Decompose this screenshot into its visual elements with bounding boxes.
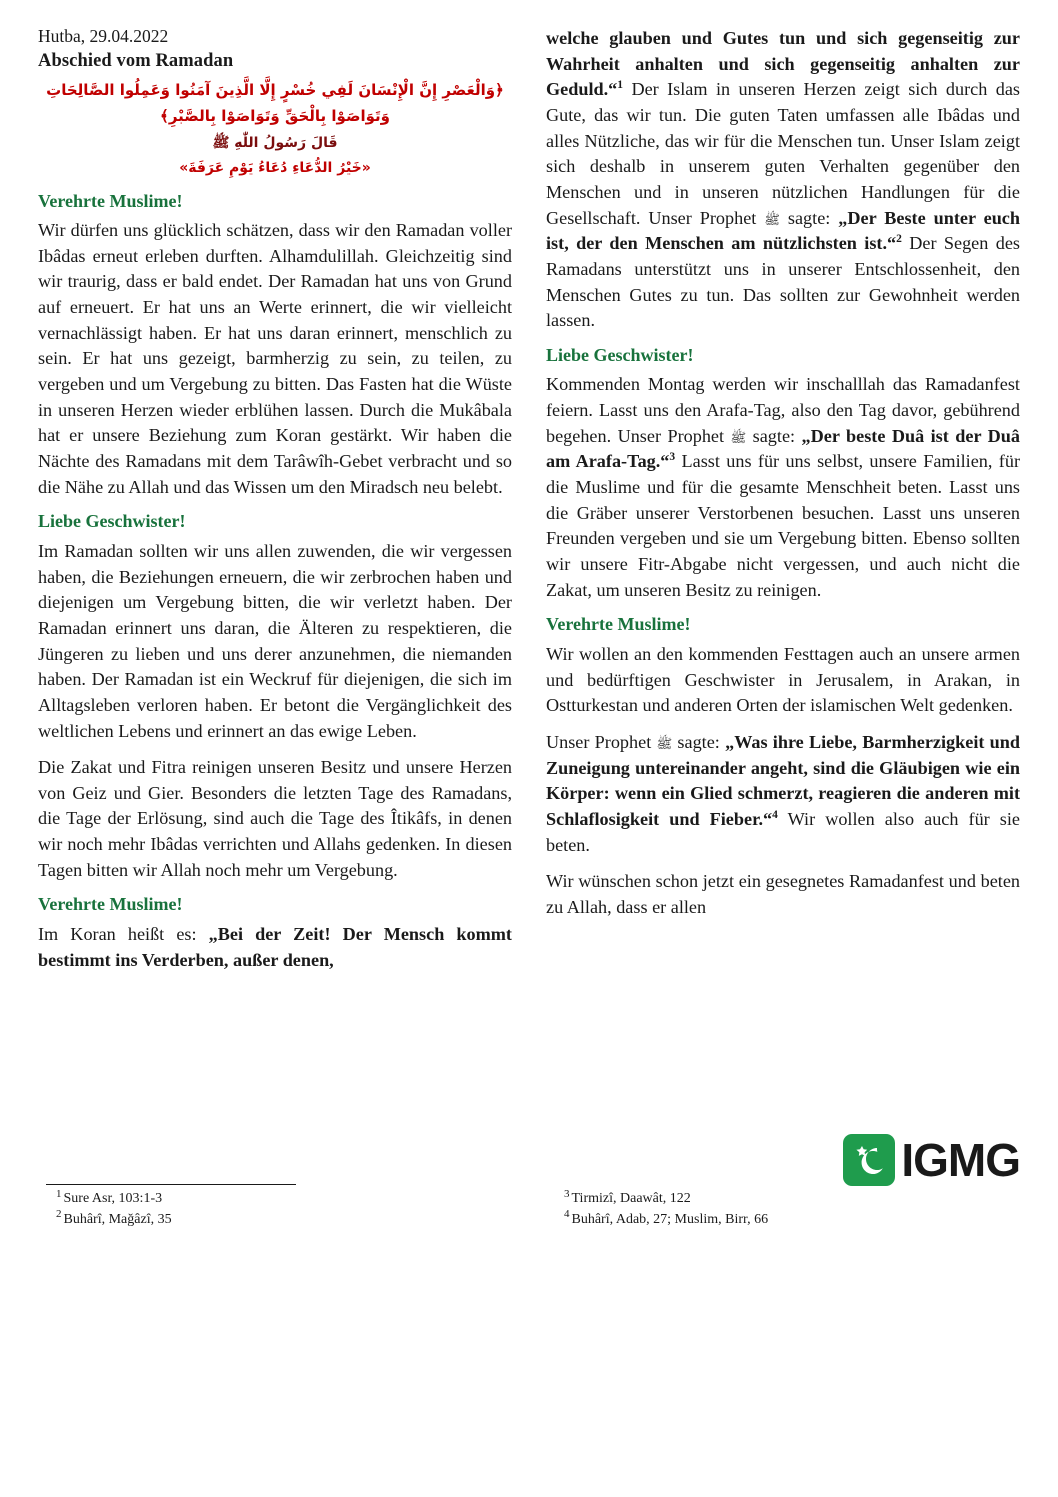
footnote-item [56,1189,516,1209]
hadith-quote-bester-mensch: „Der Beste unter euch ist, der den Menschen am nützlichsten ist.“ [546,207,1020,254]
koran-intro-text: Im Koran heißt es: [38,924,209,945]
footnote-text: Tirmizî, Daawât, 122 [571,1191,691,1207]
section-heading-verehrte-muslime-1: Verehrte Muslime! [38,190,183,211]
sagte-connector: sagte: [746,425,802,446]
two-column-layout [38,26,1020,1326]
paragraph-koran-zitat-fortsetzung [546,26,1020,334]
sagte-connector: sagte: [672,731,726,752]
footnote-ref-2: 2 [896,233,902,246]
document-date: Hutba, 29.04.2022 [38,26,169,46]
paragraph-festtage-gedenken: Wir wollen an den kommenden Festtagen auch an unsere armen und bedürftigen Geschwister in Jerusalem, in Arakan, in Ostturkestan und anderen Orten der islamischen Welt gedenken. [546,643,1020,716]
paragraph-koran-zitat-start [38,922,512,973]
segen-ramadan-text: Der Segen des Ramadans unterstützt uns in unserer Entschlossenheit, den Menschen Gutes zu tun. Das sollten zur Gewohnheit werden lassen. [546,233,1020,331]
sagte-connector: sagte: [779,207,839,228]
section-heading-liebe-geschwister-1: Liebe Geschwister! [38,511,186,532]
logo-emblem-icon [843,1134,895,1186]
logo-wordmark: IGMG [901,1134,1020,1186]
koran-quote-bold: „Bei der Zeit! Der Mensch kommt bestimmt ins Verderben, außer denen, [38,924,512,970]
arabic-hadith-intro: قَالَ رَسُولُ اللّٰهِ ﷺ [212,134,338,151]
paragraph-gesegnetes-fest: Wir wünschen schon jetzt ein gesegnetes Ramadanfest und beten zu Allah, dass er allen [546,871,1020,917]
footnote-marker: 3 [564,1187,570,1200]
arafa-rest-text: Lasst uns für uns selbst, unsere Familien, für die Muslime und für die gesamte Menschheit beten. Lasst uns die Gräber unserer Verstorbenen besuchen. Lasst uns unseren Freunden vergeben und sie um Vergebung bitten. Ebenso sollten wir unsere Fitr-Abgabe nicht vergessen, und auch nicht die Zakat, um unseren Besitz zu reinigen. [546,451,1021,600]
salla-glyph-icon: ﷺ [764,212,780,228]
footnote-text: Buhârî, Adab, 27; Muslim, Birr, 66 [571,1211,769,1227]
page-title: Abschied vom Ramadan [38,50,234,71]
footnote-marker: 1 [56,1187,62,1200]
islam-gute-taten-text: Der Islam in unseren Herzen zeigt sich durch das Gute, das wir tun. Die guten Taten umfassen alle Ibâdas und alles Nützliche, das wir für die Menschen tun. Unser Islam zeigt sich deshalb in unserem guten Verhalten gegenüber den Menschen und in unseren nützlichen Handlungen für die Gesellschaft. Unser Prophet [546,79,1020,228]
left-column [38,26,512,1326]
salla-glyph-icon: ﷺ [656,736,673,752]
footnote-ref-1: 1 [617,79,624,92]
footnote-ref-3: 3 [669,451,676,464]
section-heading-liebe-geschwister-2: Liebe Geschwister! [546,344,694,365]
section-heading-verehrte-muslime-2: Verehrte Muslime! [38,894,183,915]
section-heading-verehrte-muslime-3: Verehrte Muslime! [546,614,691,635]
footnote-ref-4: 4 [772,808,778,821]
salla-glyph-icon: ﷺ [730,430,747,446]
footnote-text: Sure Asr, 103:1-3 [63,1191,163,1207]
footnote-item [564,1189,1024,1209]
paragraph-arafa-tag [546,372,1020,603]
paragraph-zuwendung: Im Ramadan sollten wir uns allen zuwenden, die wir vergessen haben, die Beziehungen erneuern, die wir zerbrochen haben und diejenigen um Vergebung bitten, die wir verletzt haben. Der Ramadan erinnert uns daran, die Älteren zu respektieren, die Jüngeren zu lieben und uns derer anzunehmen, die niemanden haben. Der Ramadan ist ein Weckruf für diejenigen, die sich im Alltagsleben verloren haben. Er betont die Vergänglichkeit des weltlichen Lebens und erinnert an das ewige Leben. [38,540,512,741]
right-footnotes [546,1189,1024,1230]
igmg-logo [843,1134,1020,1186]
hadith-quote-ein-koerper: „Was ihre Liebe, Barmherzigkeit und Zuneigung untereinander angeht, sind die Gläubigen wie ein Körper: wenn ein Glied schmerzt, reagieren die anderen mit Schlaflosigkeit und Fieber.“ [546,731,1021,829]
footnote-marker: 4 [564,1208,570,1221]
footnote-text: Buhârî, Mağâzî, 35 [63,1211,172,1227]
paragraph-hadith-koerper [546,730,1020,858]
hadith-closing-text: Wir wollen also auch für sie beten. [546,808,1020,855]
footnote-divider [46,1184,296,1185]
footnote-item [56,1210,516,1230]
arafa-intro-text: Kommenden Montag werden wir inschalllah das Ramadanfest feiern. Lasst uns den Arafa-Tag, also den Tag davor, gebührend begehen. Unser Prophet [546,374,1020,446]
footnote-item [564,1210,1024,1230]
paragraph-zakat-fitra: Die Zakat und Fitra reinigen unseren Besitz und unsere Herzen von Geiz und Gier. Besonders die letzten Tage des Ramadans, die Tage der Erlösung, sind auch die Tage des Îtikâfs, in denen wir noch mehr Ibâdas verrichten und Allahs gedenken. In diesen Tagen bitten wir Allah noch mehr um Vergebung. [38,757,512,880]
right-column [546,26,1020,1326]
left-footnotes [38,1184,516,1230]
arabic-quran-verse: ﻿﴿وَالْعَصْرِ إِنَّ الْإِنْسَانَ لَفِي خُسْرٍ إِلَّا الَّذِينَ آمَنُوا وَعَمِلُوا الصَّالِحَاتِ وَتَوَاصَوْا بِالْحَقِّ وَتَوَاصَوْا بِالصَّبْرِ﴾ [46,81,504,126]
prophet-intro-text: Unser Prophet [546,731,657,752]
koran-quote-bold-continued: welche glauben und Gutes tun und sich gegenseitig zur Wahrheit anhalten und sich gegenseitig anhalten zur Geduld.“ [546,28,1020,100]
arabic-hadith-text: «خَيْرُ الدُّعَاءِ دُعَاءُ يَوْمِ عَرَفَةَ» [179,160,371,176]
paragraph-ramadan-erneuerung: Wir dürfen uns glücklich schätzen, dass wir den Ramadan voller Ibâdas erneut erleben durften. Alhamdulillah. Gleichzeitig sind wir traurig, dass er bald endet. Der Ramadan hat uns von Grund auf erneuert. Er hat uns an Werte erinnert, die wir vielleicht vernachlässigt haben. Er hat uns daran erinnert, menschlich zu sein. Er hat uns gezeigt, barmherzig zu sein, zu teilen, zu vergeben und um Vergebung zu bitten. Das Fasten hat die Wüste in unseren Herzen wieder erblühen lassen. Durch die Mukâbala hat er unsere Beziehung zum Koran gestärkt. Wir haben die Nächte des Ramadans mit dem Tarâwîh-Gebet verbracht und so die Nähe zu Allah und das Wissen um den Miradsch neu belebt. [38,220,512,497]
hadith-quote-arafa-dua: „Der beste Duâ ist der Duâ am Arafa-Tag.“ [546,425,1020,472]
footnote-marker: 2 [56,1208,62,1221]
